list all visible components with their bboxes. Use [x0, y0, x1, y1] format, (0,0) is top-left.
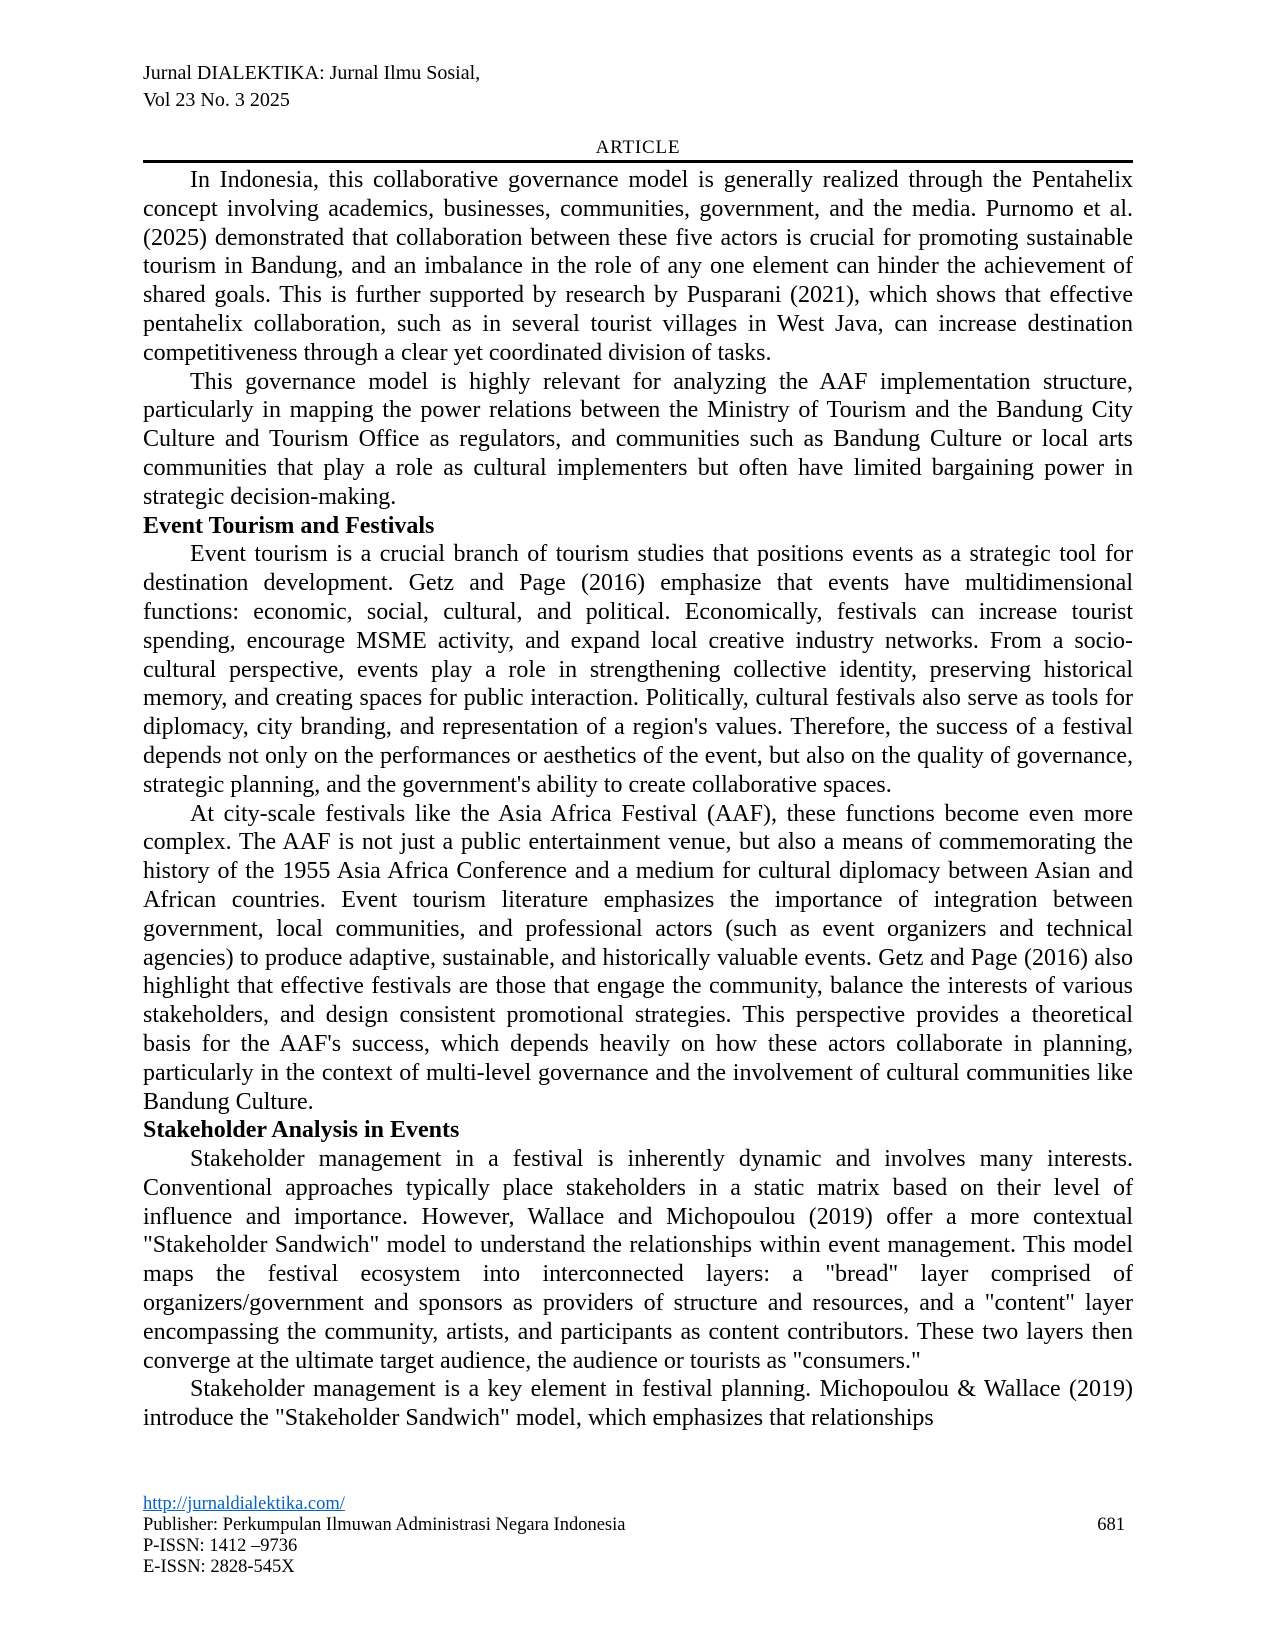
page-number: 681: [1097, 1515, 1125, 1535]
section-heading-event-tourism: Event Tourism and Festivals: [143, 512, 435, 539]
body-paragraph: Stakeholder management is a key element in festival planning. Michopoulou & Wallace (2019) introduce the "Stakeholder Sandwich" model, which emphasizes that relationships: [143, 1376, 1133, 1432]
e-issn-line: E-ISSN: 2828-545X: [143, 1557, 295, 1577]
body-paragraph: At city-scale festivals like the Asia Africa Festival (AAF), these functions become even more complex. The AAF is not just a public entertainment venue, but also a means of commemorating the history of the 1955 Asia Africa Conference and a medium for cultural diplomacy between Asian and African countries. Event tourism literature emphasizes the importance of integration between government, local communities, and professional actors (such as event organizers and technical agencies) to produce adaptive, sustainable, and historically valuable events. Getz and Page (2016) also highlight that effective festivals are those that engage the community, balance the interests of various stakeholders, and design consistent promotional strategies. This perspective provides a theoretical basis for the AAF's success, which depends heavily on how these actors collaborate in planning, particularly in the context of multi-level governance and the involvement of cultural communities like Bandung Culture.: [143, 800, 1133, 1115]
body-paragraph: Stakeholder management in a festival is inherently dynamic and involves many interests. Conventional approaches typically place stakeholders in a static matrix based on their level of influence and importance. However, Wallace and Michopoulou (2019) offer a more contextual "Stakeholder Sandwich" model to understand the relationships within event management. This model maps the festival ecosystem into interconnected layers: a "bread" layer comprised of organizers/government and sponsors as providers of structure and resources, and a "content" layer encompassing the community, artists, and participants as content contributors. These two layers then converge at the ultimate target audience, the audience or tourists as "consumers.": [143, 1146, 1133, 1374]
publisher-row: [143, 1515, 1133, 1536]
p-issn-line: P-ISSN: 1412 –9736: [143, 1536, 298, 1556]
article-label: ARTICLE: [595, 137, 681, 158]
article-body: [143, 166, 1133, 1433]
journal-volume: Vol 23 No. 3 2025: [143, 89, 290, 111]
body-paragraph: This governance model is highly relevant for analyzing the AAF implementation structure, particularly in mapping the power relations between the Ministry of Tourism and the Bandung City Culture and Tourism Office as regulators, and communities such as Bandung Culture or local arts communities that play a role as cultural implementers but often have limited bargaining power in strategic decision-making.: [143, 368, 1133, 510]
section-heading-stakeholder-analysis: Stakeholder Analysis in Events: [143, 1117, 460, 1144]
body-paragraph: In Indonesia, this collaborative governance model is generally realized through the Pentahelix concept involving academics, businesses, communities, government, and the media. Purnomo et al. (2025) demonstrated that collaboration between these five actors is crucial for promoting sustainable tourism in Bandung, and an imbalance in the role of any one element can hinder the achievement of shared goals. This is further supported by research by Pusparani (2021), which shows that effective pentahelix collaboration, such as in several tourist villages in West Java, can increase destination competitiveness through a clear yet coordinated division of tasks.: [143, 167, 1133, 366]
publisher-line: Publisher: Perkumpulan Ilmuwan Administrasi Negara Indonesia: [143, 1515, 626, 1535]
body-paragraph: Event tourism is a crucial branch of tourism studies that positions events as a strategic tool for destination development. Getz and Page (2016) emphasize that events have multidimensional functions: economic, social, cultural, and political. Economically, festivals can increase tourist spending, encourage MSME activity, and expand local creative industry networks. From a socio-cultural perspective, events play a role in strengthening collective identity, preserving historical memory, and creating spaces for public interaction. Politically, cultural festivals also serve as tools for diplomacy, city branding, and representation of a region's values. Therefore, the success of a festival depends not only on the performances or aesthetics of the event, but also on the quality of governance, strategic planning, and the government's ability to create collaborative spaces.: [143, 541, 1133, 798]
page-footer: [143, 1494, 1133, 1578]
footer-url-link[interactable]: http://jurnaldialektika.com/: [143, 1494, 345, 1514]
page-header: [143, 60, 1133, 114]
header-rule: [143, 160, 1133, 163]
journal-title: Jurnal DIALEKTIKA: Jurnal Ilmu Sosial,: [143, 62, 481, 84]
